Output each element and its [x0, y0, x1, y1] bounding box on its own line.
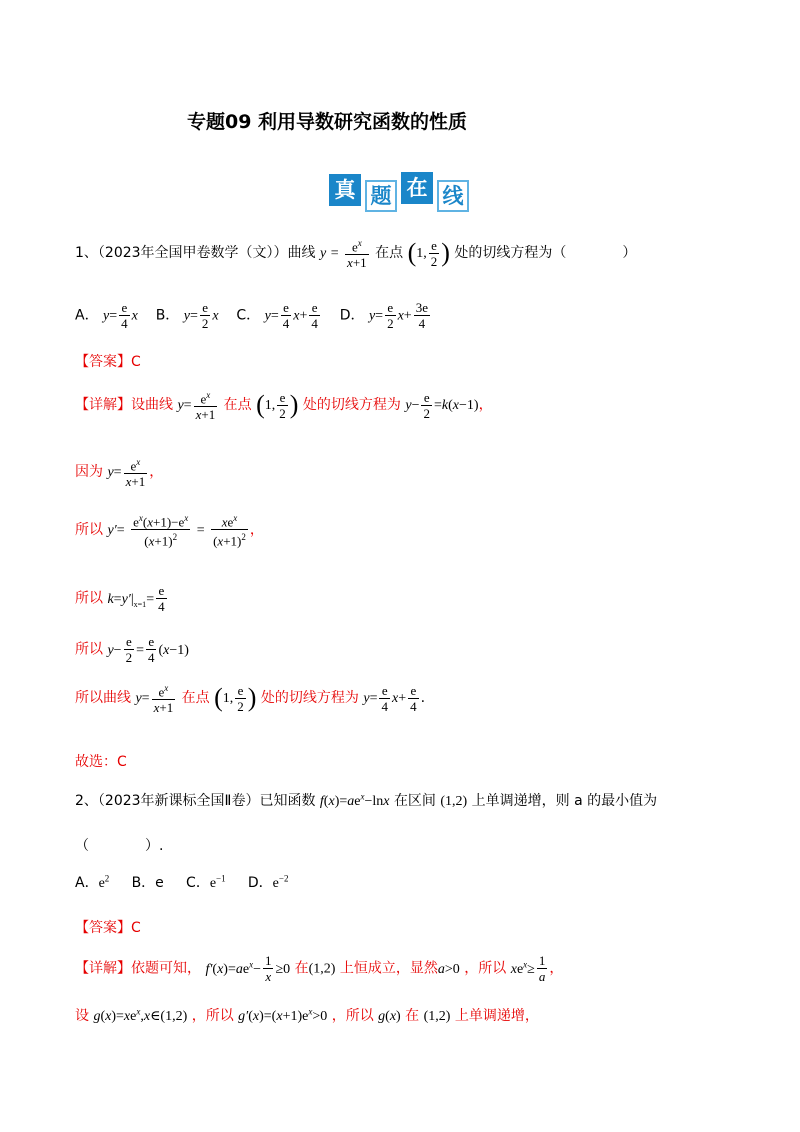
page-title: 专题09 利用导数研究函数的性质 — [187, 111, 468, 133]
banner-char-1: 真 — [329, 174, 361, 206]
q2-stem: 2、（2023年新课标全国Ⅱ卷）已知函数 $f(x)=ae^x-\ln x$ 在区间 (1,2) 上单调递增，则 a 的最小值为 — [75, 791, 658, 809]
q1-detail-6: 所以曲线 y= $\frac{e^x}{x+1}$ 在点 (1, $\frac{e}{2}$ ) 处的切线方程为 y= $\frac{e}{4}$ x+ $\frac{e}{4}$ . — [75, 682, 426, 716]
q2-detail-1: 【详解】依题可知， $f'(x)=ae^x-$ $\frac{1}{x}$ ≥0 在(1,2) 上恒成立，显然a>0 ，所以 $xe^x\ge$ $\frac{1}{a}$ ， — [75, 953, 564, 984]
q1-detail-5: 所以 y− $\frac{e}{2}$ = $\frac{e}{4}$ (x−1) — [75, 634, 189, 665]
banner-char-3: 在 — [401, 172, 433, 204]
q2-paren: （ ）. — [75, 838, 164, 854]
banner-char-4: 线 — [437, 180, 469, 212]
q2-answer: 【答案】C — [75, 920, 141, 936]
q1-choose: 故选：C — [75, 754, 127, 770]
section-banner — [329, 172, 472, 214]
q1-detail-2: 因为 y= $\frac{e^x}{x+1}$ ， — [75, 457, 164, 490]
q1-answer: 【答案】C — [75, 354, 141, 370]
q1-detail-1: 【详解】设曲线 y= $\frac{e^x}{x+1}$ 在点 (1, $\frac{e}{2}$ ) 处的切线方程为 y− $\frac{e}{2}$ =k(x−1)， — [75, 389, 493, 423]
q1-detail-3: 所以 y′= $\frac{e^x(x+1)-e^x}{(x+1)^2}$ = $\frac{xe^x}{(x+1)^2}$ ， — [75, 513, 264, 549]
q1-detail-4: 所以 $k=y'|_{x=1}=$ $\frac{e}{4}$ — [75, 583, 165, 614]
q2-detail-2: 设 $g(x)=xe^x,x\in(1,2)$ ，所以 $g'(x)=(x+1)e^x>0$ ，所以 g(x) 在 (1,2) 上单调递增， — [75, 1006, 539, 1024]
q1-options: A． y= $\frac{e}{4}$ x B． y= $\frac{e}{2}$ x C． y= $\frac{e}{4}$ x+ $\frac{e}{4}$ D． y= $\frac{e}{2}$ x+ $\frac{3e}{4}$ — [75, 300, 428, 331]
q1-stem: 1、（2023年全国甲卷数学（文））曲线 y = $\frac{e^x}{x+1}$ 在点 (1, $\frac{e}{2}$ ) 处的切线方程为（ ） — [75, 237, 637, 271]
banner-char-2: 题 — [365, 180, 397, 212]
q2-options: A．$e^2$ B．e C．$e^{-1}$ D．$e^{-2}$ — [75, 873, 289, 891]
